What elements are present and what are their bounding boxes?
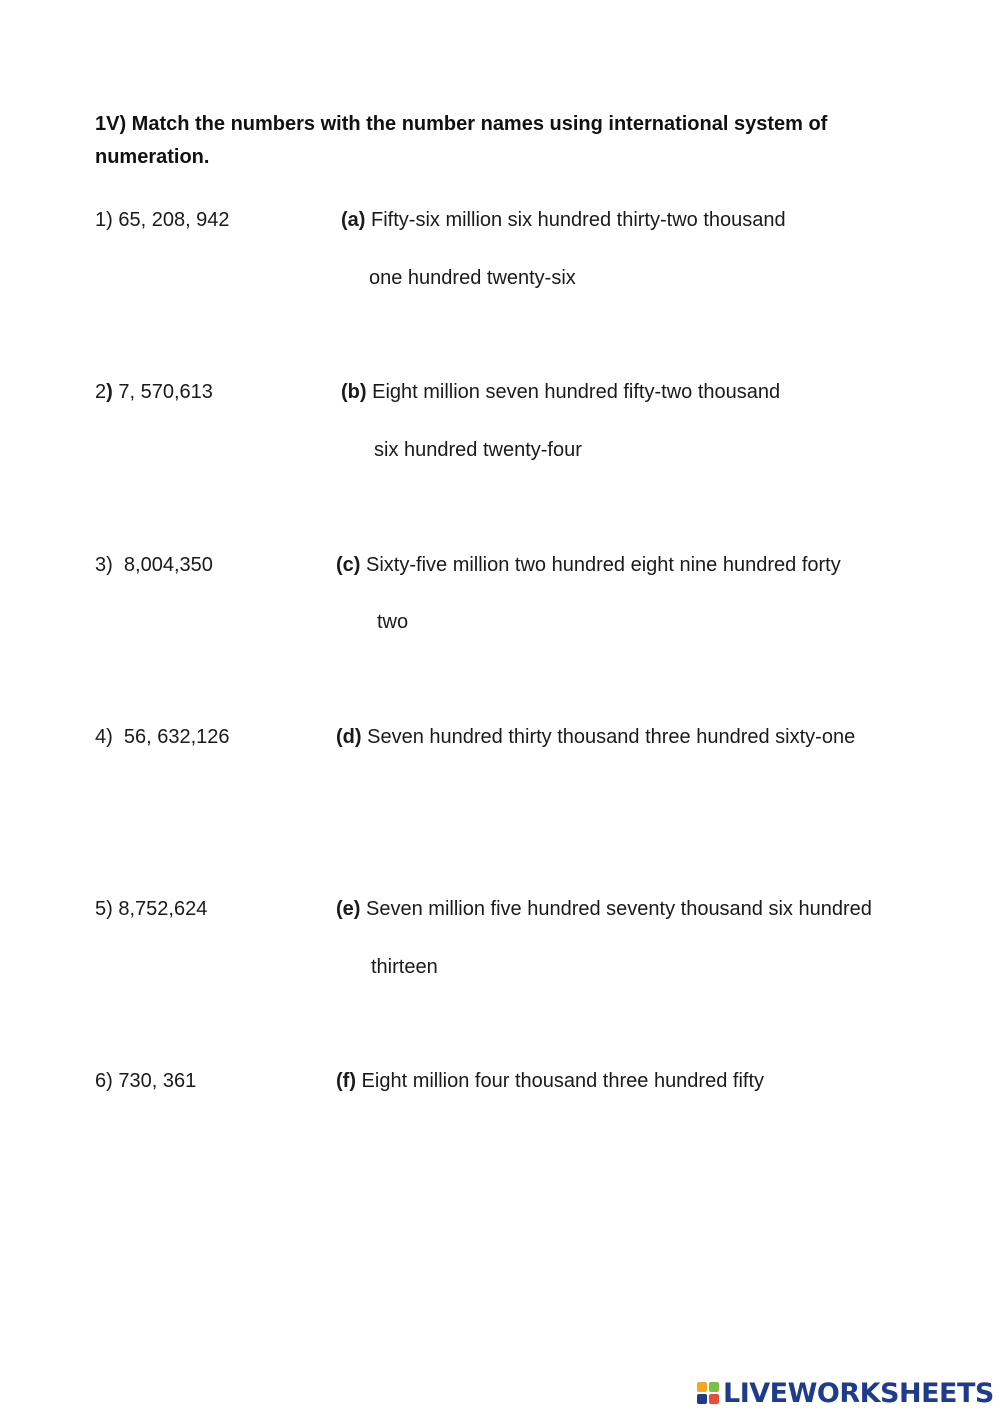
number-item-1: 1) 65, 208, 942	[95, 209, 230, 231]
option-c	[336, 552, 841, 578]
option-e	[336, 896, 872, 922]
number-item-6: 6) 730, 361	[95, 1070, 197, 1092]
number-item-2-paren: )	[106, 381, 113, 403]
option-d-letter: (d)	[336, 726, 362, 748]
option-a-letter: (a)	[341, 209, 366, 231]
number-item-2	[95, 379, 213, 405]
logo-text: LIVEWORKSHEETS	[723, 1377, 994, 1409]
option-f-text: Eight million four thousand three hundred fifty	[361, 1070, 765, 1092]
logo-square-3	[697, 1394, 707, 1404]
option-a-text-cont: one hundred twenty-six	[369, 267, 576, 289]
option-c-letter: (c)	[336, 554, 361, 576]
option-c-text: Sixty-five million two hundred eight nine hundred forty	[366, 554, 841, 576]
option-a	[341, 207, 786, 233]
number-item-2-value: 7, 570,613	[112, 381, 213, 403]
option-e-text: Seven million five hundred seventy thousand six hundred	[366, 898, 872, 920]
option-b-text: Eight million seven hundred fifty-two thousand	[372, 381, 781, 403]
liveworksheets-logo[interactable]	[697, 1377, 994, 1409]
option-a-text: Fifty-six million six hundred thirty-two thousand	[371, 209, 786, 231]
option-f	[336, 1068, 764, 1094]
logo-square-1	[697, 1382, 707, 1392]
option-b-text-cont: six hundred twenty-four	[374, 439, 582, 461]
option-e-text-cont: thirteen	[371, 956, 438, 978]
option-e-letter: (e)	[336, 898, 361, 920]
option-b	[341, 379, 780, 405]
number-item-4: 4) 56, 632,126	[95, 726, 230, 748]
number-item-5: 5) 8,752,624	[95, 898, 208, 920]
liveworksheets-logo-icon	[697, 1382, 719, 1404]
logo-square-2	[709, 1382, 719, 1392]
number-item-2-prefix: 2	[95, 381, 107, 403]
number-item-3: 3) 8,004,350	[95, 554, 213, 576]
option-f-letter: (f)	[336, 1070, 356, 1092]
option-c-text-cont: two	[377, 611, 409, 633]
logo-square-4	[709, 1394, 719, 1404]
option-d	[336, 724, 855, 750]
option-d-text: Seven hundred thirty thousand three hundred sixty-one	[367, 726, 856, 748]
question-heading: 1V) Match the numbers with the number names using international system of numeration.	[95, 113, 828, 168]
option-b-letter: (b)	[341, 381, 367, 403]
